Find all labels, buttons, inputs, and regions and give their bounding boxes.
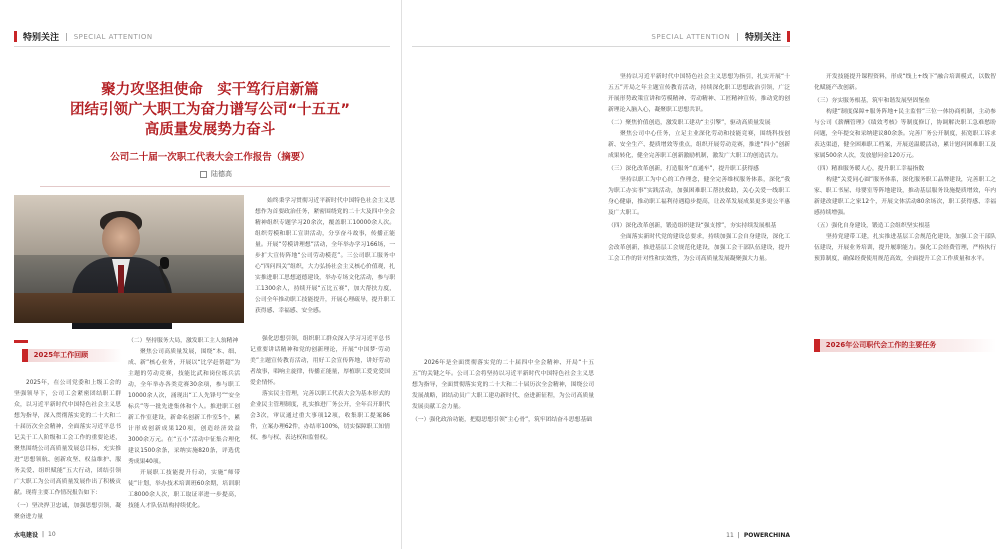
header-separator: | [65,32,68,41]
footer-separator: | [42,531,45,538]
header-rule [412,46,790,47]
footer-brand: POWERCHINA [743,532,790,539]
footer-left [14,530,56,539]
author-name: 陆德高 [211,170,232,178]
right-column-1 [814,72,996,265]
header-separator: | [736,32,739,41]
section-heading-text: 2025年工作回顾 [28,349,122,362]
subheading: （三）夯实服务根基，筑牢和谐发展坚固堡垒 [814,98,930,104]
paragraph: 坚持以习近平新时代中国特色社会主义思想为指引，扎实开展“十五五”开局之年主题宣传教育活动，持续深化职工思想政治引领，广泛开展形势政策宣讲和劳模精神、劳动精神、工匠精神宣传，推动党的创新理论入脑入心，凝聚职工思想共识。 [608,74,790,113]
section-mark [14,340,28,343]
section-heading-text: 2026年公司职代会工作的主要任务 [820,339,996,352]
header-section-en: SPECIAL ATTENTION [651,32,731,41]
paragraph: 开发技能提升课程资料，形成“线上+线下”融合培训模式，以数智化赋能产改创新。 [814,74,996,91]
subheading: （三）深化改革创新，打造服务“直通车”，提升职工获得感 [608,166,759,172]
paragraph: 全面落实新时代党的建设总要求，持续加强工会自身建设，深化工会改革创新，推进基层工会规范化建设，加强工会干部队伍建设，提升工会工作的针对性和实效性，为公司高质量发展凝聚强大力量。 [608,234,790,262]
title-divider [40,186,390,187]
paragraph: 坚持党建带工建，扎实推进基层工会规范化建设，加强工会干部队伍建设，开展业务培训，提升履职能力。强化工会经费管理，严格执行预算制度，确保经费使用规范高效，全面提升工会工作质量和水平。 [814,234,996,262]
page-number: 10 [48,531,56,538]
section-heading-review [22,349,122,362]
paragraph: 强化思想引领，组织职工群众深入学习习近平总书记重要讲话精神和党的创新理论，开展“中国梦·劳动美”主题宣传教育活动，用好工会宣传阵地，讲好劳动者故事，唱响主旋律，传播正能量，厚植职工爱党爱国爱企情怀。 [250,336,390,386]
subheading: （四）深化改革创新，锻造组织建设“强支撑”，夯实持续发展根基 [608,223,777,229]
header-left [14,30,153,43]
paragraph: 2026年是全面贯彻落实党的二十届四中全会精神、开局“十五五”的关键之年。公司工会将坚持以习近平新时代中国特色社会主义思想为指导，全面贯彻落实党的二十大和二十届历次全会精神，围绕公司发展战略，团结动员广大职工建功新时代、奋进新征程，为公司高质量发展贡献工会力量。 [412,360,594,410]
paragraph: 始终秉学习贯彻习近平新时代中国特色社会主义思想作为首要政治任务，紧密围绕党的二十大及四中全会精神组织专题学习20余次，覆盖职工10000余人次。组织劳模和职工宣讲活动，分享奋斗故事，传播正能量。开展“劳模讲理想”活动，全年举办学习166场，一步扩大宣传阵地“公司劳动模范”。三公司职工服务中心“四问四关”组织，大力弘扬社会主义核心价值观，扎实推进职工思想道德建设，举办专场文化活动，参与职工1300余人，持续开展“五比五赛”，加大帮扶力度，公司全年推动职工技能提升，开展心理疏导，提升职工获得感、幸福感、安全感。 [255,198,395,314]
left-column-3 [128,334,240,512]
subheading: （一）坚决捍卫忠诚，加强思想引领，凝聚奋进力量 [14,503,121,520]
paragraph: 落实民主管理，完善以职工代表大会为基本形式的企业民主管理制度，扎实推进厂务公开，全年召开职代会3次，审议通过重大事项12项，收集职工提案86件，立案办理62件，办结率100%，切实保障职工知情权、参与权、表达权和监督权。 [250,391,390,441]
subheading: （四）精准服务暖人心，提升职工幸福指数 [814,166,925,172]
left-column-1 [255,196,395,317]
paragraph: 聚焦公司中心任务，立足主业深化劳动和技能竞赛，围绕科技创新、安全生产、提质增效等重点，组织开展劳动竞赛，推进“四小”创新成果转化，健全完善职工创新激励机制，激发广大职工的创造活力。 [608,131,790,159]
header-accent-bar [787,31,790,42]
paragraph: 开展职工技能提升行动，实施“师带徒”计划，举办技术培训班60余期，培训职工8000余人次，职工取证率进一步提高，技能人才队伍结构持续优化。 [128,470,240,509]
article-title-line-1: 聚力攻坚担使命 实干笃行启新篇 [101,82,319,98]
right-column-1b [412,358,594,426]
byline [200,169,232,179]
right-column-2 [608,72,790,265]
subheading: （二）坚持服务大局，激发职工主人翁精神 [128,338,239,344]
left-page [0,0,402,549]
left-column-2 [14,378,121,523]
article-title-line-2: 团结引领广大职工为奋力谱写公司“十五五” [69,102,351,118]
left-column-4 [250,334,390,444]
header-section-cn: 特别关注 [744,33,781,43]
header-right [651,30,790,43]
article-title-line-3: 高质量发展势力奋斗 [144,122,276,138]
footer-right [726,532,790,539]
subheading: （二）聚焦价值创造，激发职工建功“主引擎”，驱动高质量发展 [608,120,771,126]
paragraph: 2025年，在公司党委和上级工会的坚强领导下，公司工会紧密团结职工群众，以习近平新时代中国特色社会主义思想为指导，深入贯彻落实党的二十大和二十届历次全会精神，全面落实习近平总书记关于工人阶级和工会工作的重要论述，聚焦围绕公司高质量发展总目标，充实推进“思想领航、创新攻坚、权益维护、服务关爱、组织赋能”五大行动，团结引领广大职工为公司高质量发展作出了积极贡献。现将主要工作情况报告如下： [14,380,121,496]
right-page [402,0,996,549]
author-icon [200,171,207,178]
footer-brand: 水电建设 [14,532,39,539]
header-section-cn: 特别关注 [23,33,60,43]
paragraph: 构建“制度保障+服务阵地+民主监督”三位一体协商机制，主动参与公司《薪酬管理》《绩效考核》等制度修订，协调解决职工急难愁盼问题，全年提交和采纳建议80余条。完善厂务公开制度，拓宽职工诉求表达渠道，健全困难职工档案，开展送温暖活动，累计慰问困难职工及家属500余人次，发放慰问金120万元。 [814,109,996,159]
header-rule [14,46,390,47]
section-heading-tasks [814,339,996,352]
subheading: （五）强化自身建设，锻造工会组织坚实根基 [814,223,930,229]
footer-separator: | [737,532,740,539]
paragraph: 构建“关爱同心圆”服务体系，深化服务职工品牌建设，完善职工之家、职工书屋、母婴室等阵地建设，推动基层服务设施提质增效，年内新建改建职工之家12个，开展文体活动80余场次，职工获得感、幸福感持续增强。 [814,177,996,216]
speaker-photo [14,195,244,323]
header-section-en: SPECIAL ATTENTION [73,32,153,41]
article-subtitle: 公司二十届一次职工代表大会工作报告（摘要） [110,152,310,163]
paragraph: 聚焦公司高质量发展，围绕“本、细、成、新”核心业务，开展以“比学赶帮超”为主题的劳动竞赛，技能比武和岗位练兵活动，全年举办各类竞赛30余项，参与职工10000余人次，涌现出“工人先锋号”“安全标兵”等一批先进集体和个人。推进职工创新工作室建设，新命名创新工作室5个，累计形成创新成果120项，创造经济效益3000余万元。在“五小”活动中征集合理化建议1500余条，采纳实施820条，评选优秀成果40项。 [128,349,240,465]
header-accent-bar [14,31,17,42]
paragraph: 坚持以职工为中心的工作理念，健全完善维权服务体系，深化“我为职工办实事”实践活动，加强困难职工帮扶救助，关心关爱一线职工身心健康，推动职工福利待遇稳步提高，让改革发展成果更多更公平惠及广大职工。 [608,177,790,216]
page-number: 11 [726,532,734,539]
subheading: （一）强化政治功能，把稳思想引领“主心骨”，筑牢团结奋斗思想基础 [412,417,592,423]
